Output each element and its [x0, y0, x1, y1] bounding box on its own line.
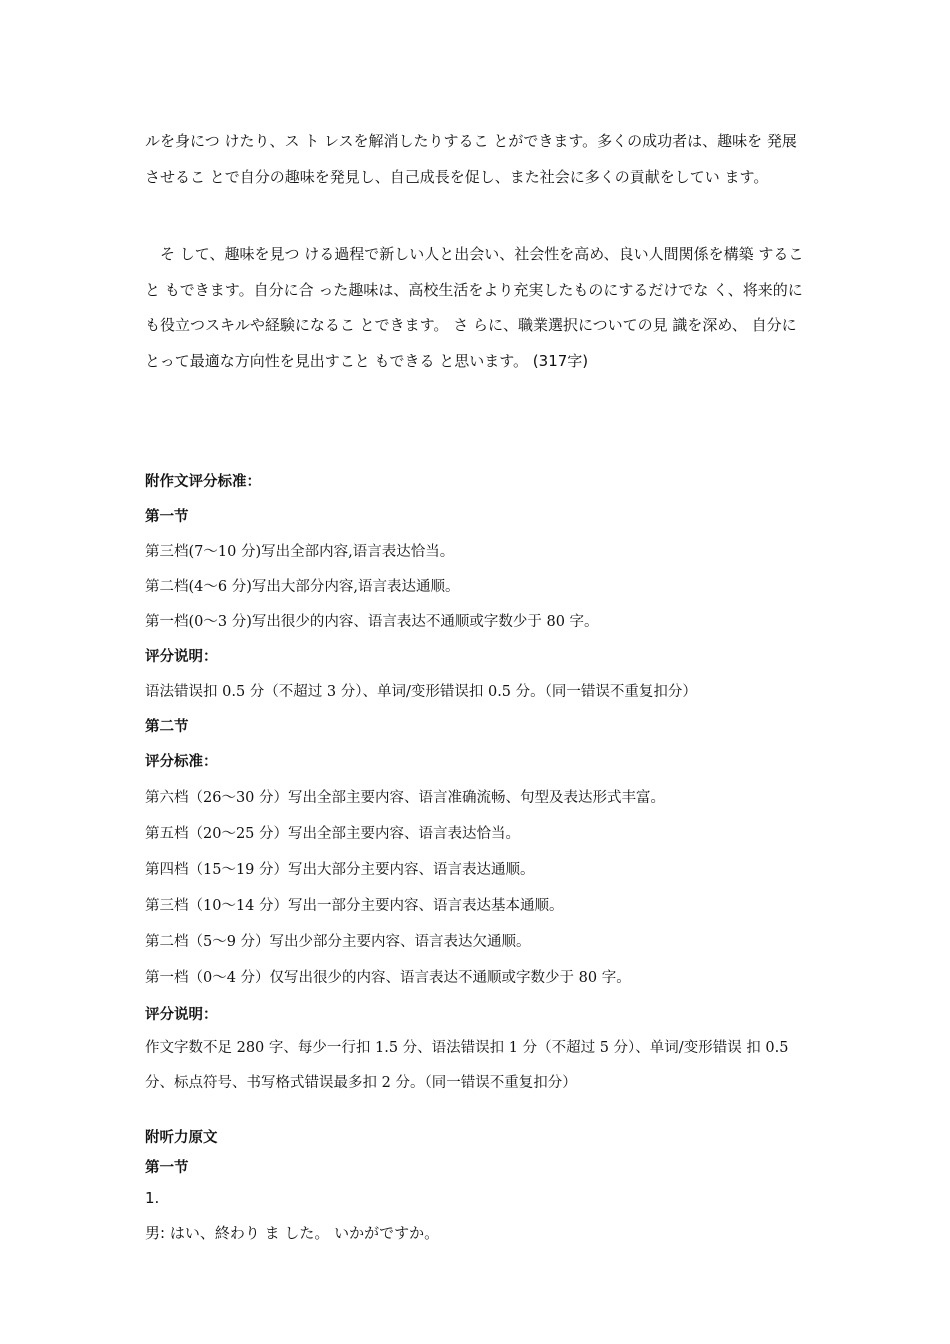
section2-heading: 第二节 — [145, 719, 189, 735]
section1-level-3: 第三档(7～10 分)写出全部内容,语言表达恰当。 — [145, 544, 455, 560]
essay-paragraph-2: そ して、趣味を見つ ける過程で新しい人と出会い、社会性を高め、良い人間関係を構築 するこ と もできます。自分に合 った趣味は、高校生活をより充実したものにするだけでな く、将来的にも役立つスキルや経験になるこ とできます。 さ らに、職業選択についての見 識を深め、 自分にとって最適な方向性を見出すこと もできる と思います。 (317字) — [145, 245, 804, 370]
listening-title: 附听力原文 — [145, 1130, 218, 1146]
listening-line-1: 男: はい、終わり ま した。 いかがですか。 — [145, 1224, 440, 1242]
section1-heading: 第一节 — [145, 509, 189, 525]
section2-level-2: 第二档（5～9 分）写出少部分主要内容、语言表达欠通顺。 — [145, 934, 531, 950]
section2-notes: 作文字数不足 280 字、每少一行扣 1.5 分、语法错误扣 1 分（不超过 5 分）、单词/变形错误 扣 0.5 分、标点符号、书写格式错误最多扣 2 分。（同一错误不重复扣分） — [145, 1040, 789, 1091]
section2-level-5: 第五档（20～25 分）写出全部主要内容、语言表达恰当。 — [145, 826, 521, 842]
section2-standard-heading: 评分标准： — [145, 754, 218, 770]
section2-level-4: 第四档（15～19 分）写出大部分主要内容、语言表达通顺。 — [145, 862, 535, 878]
listening-section-heading: 第一节 — [145, 1160, 189, 1176]
criteria-title: 附作文评分标准： — [145, 474, 261, 490]
listening-item-number: 1. — [145, 1189, 160, 1207]
section2-level-1: 第一档（0～4 分）仅写出很少的内容、语言表达不通顺或字数少于 80 字。 — [145, 970, 631, 986]
section1-notes-heading: 评分说明： — [145, 649, 218, 665]
section1-level-2: 第二档(4～6 分)写出大部分内容,语言表达通顺。 — [145, 579, 460, 595]
section2-level-3: 第三档（10～14 分）写出一部分主要内容、语言表达基本通顺。 — [145, 898, 564, 914]
essay-paragraph-1: ルを身につ けたり、ス ト レスを解消したりするこ とができます。多くの成功者は、趣味を 発展させるこ とで自分の趣味を発見し、自己成長を促し、また社会に多くの貢献をしてい ます。 — [145, 132, 797, 186]
section1-level-1: 第一档(0～3 分)写出很少的内容、语言表达不通顺或字数少于 80 字。 — [145, 614, 599, 630]
section2-level-6: 第六档（26～30 分）写出全部主要内容、语言准确流畅、句型及表达形式丰富。 — [145, 790, 666, 806]
section1-notes: 语法错误扣 0.5 分（不超过 3 分）、单词/变形错误扣 0.5 分。（同一错误不重复扣分） — [145, 684, 697, 700]
section2-notes-heading: 评分说明： — [145, 1007, 218, 1023]
